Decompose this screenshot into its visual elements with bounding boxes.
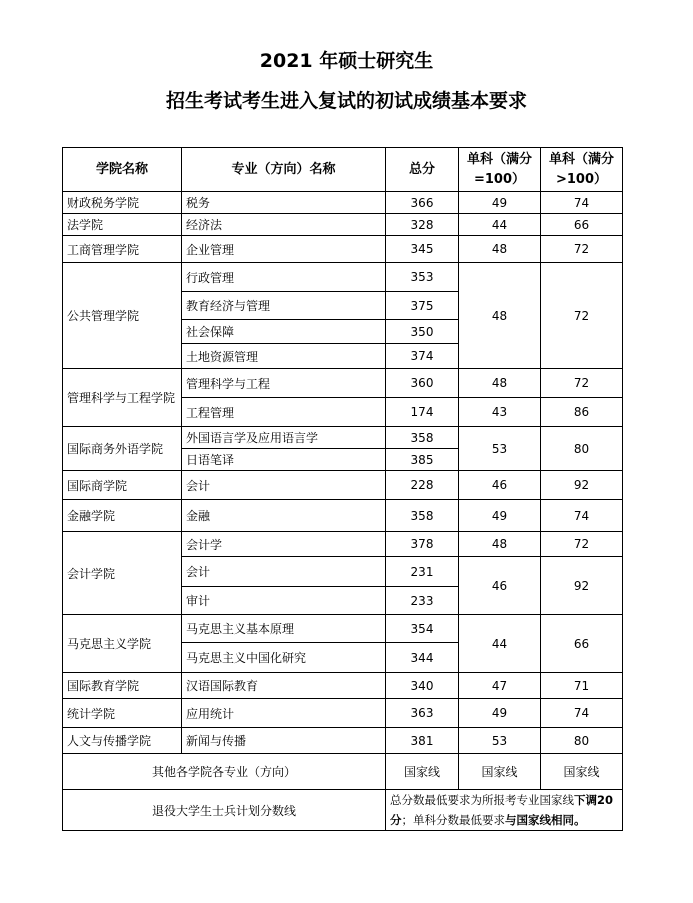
single-100-score: 48 [459, 263, 541, 369]
single-gt100-score: 72 [541, 263, 623, 369]
single-100-score: 48 [459, 532, 541, 557]
college-name: 统计学院 [63, 699, 182, 728]
header-major: 专业（方向）名称 [182, 148, 386, 192]
college-name: 马克思主义学院 [63, 615, 182, 673]
title-line-1: 2021 年硕士研究生 [259, 50, 434, 72]
table-row [63, 728, 623, 754]
total-score: 233 [386, 587, 459, 615]
major-name: 金融 [182, 500, 386, 532]
table-row [63, 699, 623, 728]
major-name: 工程管理 [182, 398, 386, 427]
single-100-score: 53 [459, 427, 541, 471]
major-name: 应用统计 [182, 699, 386, 728]
total-score: 360 [386, 369, 459, 398]
total-score: 354 [386, 615, 459, 643]
total-score: 231 [386, 557, 459, 587]
major-name: 外国语言学及应用语言学 [182, 427, 386, 449]
major-name: 土地资源管理 [182, 344, 386, 369]
single-gt100-score: 66 [541, 615, 623, 673]
major-name: 日语笔译 [182, 449, 386, 471]
total-score: 381 [386, 728, 459, 754]
college-name: 国际商学院 [63, 471, 182, 500]
table-row [63, 236, 623, 263]
major-name: 会计学 [182, 532, 386, 557]
single-gt100-score: 66 [541, 214, 623, 236]
college-name: 公共管理学院 [63, 263, 182, 369]
major-name: 会计 [182, 557, 386, 587]
college-name: 金融学院 [63, 500, 182, 532]
table-row [63, 192, 623, 214]
title-line-2: 招生考试考生进入复试的初试成绩基本要求 [165, 90, 527, 112]
single-gt100-score: 86 [541, 398, 623, 427]
total-score: 328 [386, 214, 459, 236]
total-score: 345 [386, 236, 459, 263]
single-100-score: 46 [459, 557, 541, 615]
college-name: 国际商务外语学院 [63, 427, 182, 471]
others-single-gt100: 国家线 [541, 754, 623, 790]
total-score: 378 [386, 532, 459, 557]
table-row [63, 369, 623, 398]
others-label: 其他各学院各专业（方向） [63, 754, 386, 790]
single-100-score: 43 [459, 398, 541, 427]
total-score: 174 [386, 398, 459, 427]
single-100-score: 47 [459, 673, 541, 699]
major-name: 税务 [182, 192, 386, 214]
veteran-note-bold2: 与国家线相同。 [505, 813, 586, 827]
major-name: 审计 [182, 587, 386, 615]
table-row [63, 427, 623, 449]
total-score: 350 [386, 320, 459, 344]
single-100-score: 44 [459, 615, 541, 673]
table-row [63, 532, 623, 557]
major-name: 社会保障 [182, 320, 386, 344]
table-row [63, 615, 623, 643]
college-name: 财政税务学院 [63, 192, 182, 214]
major-name: 行政管理 [182, 263, 386, 292]
total-score: 374 [386, 344, 459, 369]
major-name: 马克思主义基本原理 [182, 615, 386, 643]
score-requirements-table [62, 147, 623, 831]
total-score: 358 [386, 500, 459, 532]
college-name: 人文与传播学院 [63, 728, 182, 754]
college-name: 会计学院 [63, 532, 182, 615]
single-gt100-score: 74 [541, 500, 623, 532]
single-gt100-score: 71 [541, 673, 623, 699]
single-gt100-score: 74 [541, 699, 623, 728]
single-gt100-score: 92 [541, 557, 623, 615]
single-100-score: 53 [459, 728, 541, 754]
veteran-note [386, 790, 623, 831]
single-100-score: 49 [459, 500, 541, 532]
veteran-label: 退役大学生士兵计划分数线 [63, 790, 386, 831]
header-college: 学院名称 [63, 148, 182, 192]
header-single-gt100: 单科（满分>100） [541, 148, 623, 192]
header-total: 总分 [386, 148, 459, 192]
others-single-100: 国家线 [459, 754, 541, 790]
single-100-score: 49 [459, 699, 541, 728]
veteran-note-part1: 总分数最低要求为所报考专业国家线 [390, 793, 574, 807]
total-score: 344 [386, 643, 459, 673]
table-row [63, 263, 623, 292]
total-score: 366 [386, 192, 459, 214]
table-row [63, 471, 623, 500]
total-score: 228 [386, 471, 459, 500]
single-100-score: 44 [459, 214, 541, 236]
table-row [63, 214, 623, 236]
single-gt100-score: 80 [541, 728, 623, 754]
total-score: 353 [386, 263, 459, 292]
total-score: 375 [386, 292, 459, 320]
single-100-score: 48 [459, 369, 541, 398]
header-row [63, 148, 623, 192]
single-gt100-score: 80 [541, 427, 623, 471]
table-row [63, 673, 623, 699]
total-score: 385 [386, 449, 459, 471]
major-name: 马克思主义中国化研究 [182, 643, 386, 673]
single-100-score: 49 [459, 192, 541, 214]
major-name: 新闻与传播 [182, 728, 386, 754]
single-gt100-score: 74 [541, 192, 623, 214]
total-score: 358 [386, 427, 459, 449]
major-name: 教育经济与管理 [182, 292, 386, 320]
single-gt100-score: 72 [541, 369, 623, 398]
total-score: 363 [386, 699, 459, 728]
major-name: 企业管理 [182, 236, 386, 263]
college-name: 国际教育学院 [63, 673, 182, 699]
single-gt100-score: 92 [541, 471, 623, 500]
others-row [63, 754, 623, 790]
veteran-row [63, 790, 623, 831]
header-single-100: 单科（满分=100） [459, 148, 541, 192]
college-name: 工商管理学院 [63, 236, 182, 263]
college-name: 管理科学与工程学院 [63, 369, 182, 427]
major-name: 汉语国际教育 [182, 673, 386, 699]
major-name: 管理科学与工程 [182, 369, 386, 398]
table-row [63, 500, 623, 532]
college-name: 法学院 [63, 214, 182, 236]
total-score: 340 [386, 673, 459, 699]
others-total: 国家线 [386, 754, 459, 790]
single-gt100-score: 72 [541, 532, 623, 557]
major-name: 会计 [182, 471, 386, 500]
single-gt100-score: 72 [541, 236, 623, 263]
single-100-score: 48 [459, 236, 541, 263]
veteran-note-bold1: 下调20分 [390, 793, 614, 827]
major-name: 经济法 [182, 214, 386, 236]
single-100-score: 46 [459, 471, 541, 500]
veteran-note-part2: ；单科分数最低要求 [401, 813, 505, 827]
